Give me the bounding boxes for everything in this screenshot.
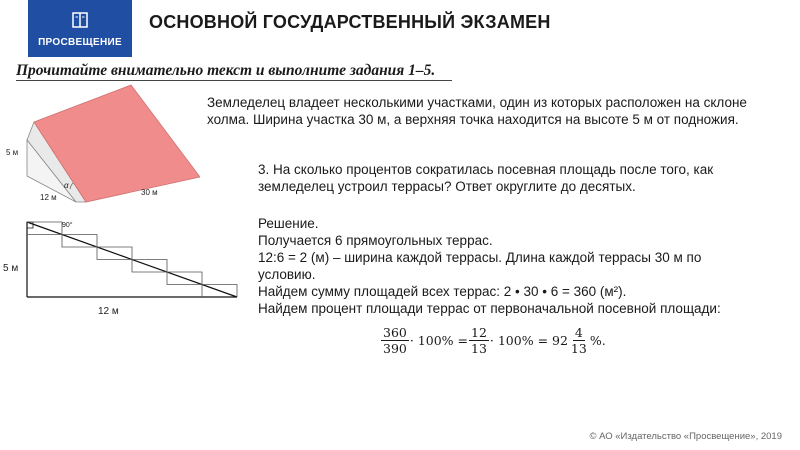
formula-segment: · 100% = 92 [489,332,568,348]
publisher-logo [28,0,132,57]
fraction-4-13 [569,325,589,356]
percent-formula [380,320,660,360]
terrace-diagram [0,212,250,322]
slope-diagram [0,82,200,212]
solution-line: Найдем сумму площадей всех террас: 2 • 30 • 6 = 360 (м²). [258,284,627,299]
fraction-numerator: 360 [383,324,407,340]
terrace-base-label: 12 м [98,306,119,317]
book-logo-icon [72,12,88,28]
solution-heading: Решение. [258,216,319,231]
fraction-numerator: 12 [471,324,487,340]
page-title: ОСНОВНОЙ ГОСУДАРСТВЕННЫЙ ЭКЗАМЕН [149,12,551,32]
height-label: 5 м [6,148,19,157]
fraction-360-390 [381,325,409,356]
fraction-numerator: 4 [574,324,583,340]
intro-text: Земледелец владеет несколькими участками, один из которых расположен на склоне холма. Ширина участка 30 м, а верхняя точка находится на высоте 5 м от подножия. [207,95,747,127]
formula-segment: · 100% = [409,332,468,348]
logo-text: ПРОСВЕЩЕНИЕ [38,37,122,48]
terrace-steps-lower [27,235,202,298]
task-instruction: Прочитайте внимательно текст и выполните задания 1–5. [16,62,436,79]
solution-line: Получается 6 прямоугольных террас. [258,233,493,248]
slope-length-label: 30 м [141,188,158,197]
solution-line: 12:6 = 2 (м) – ширина каждой террасы. Длина каждой террасы 30 м по [258,250,702,265]
fraction-denominator: 390 [383,340,407,356]
formula-segment: %. [589,332,606,348]
fraction-denominator: 13 [570,340,587,356]
solution-line: условию. [258,267,316,282]
question-text: 3. На сколько процентов сократилась посевная площадь после того, как земледелец устроил террасы? Ответ округлите до десятых. [258,162,714,194]
instruction-underline [16,80,452,81]
solution-block [258,215,788,317]
base-label: 12 м [40,193,57,202]
solution-line: Найдем процент площади террас от первоначальной посевной площади: [258,301,721,316]
fraction-12-13 [469,325,489,356]
copyright-footer: © АО «Издательство «Просвещение», 2019 [589,431,782,442]
angle-label: α [64,181,69,190]
fraction-denominator: 13 [471,340,487,356]
right-angle-label: 90° [62,222,73,229]
terrace-height-label: 5 м [3,263,19,274]
